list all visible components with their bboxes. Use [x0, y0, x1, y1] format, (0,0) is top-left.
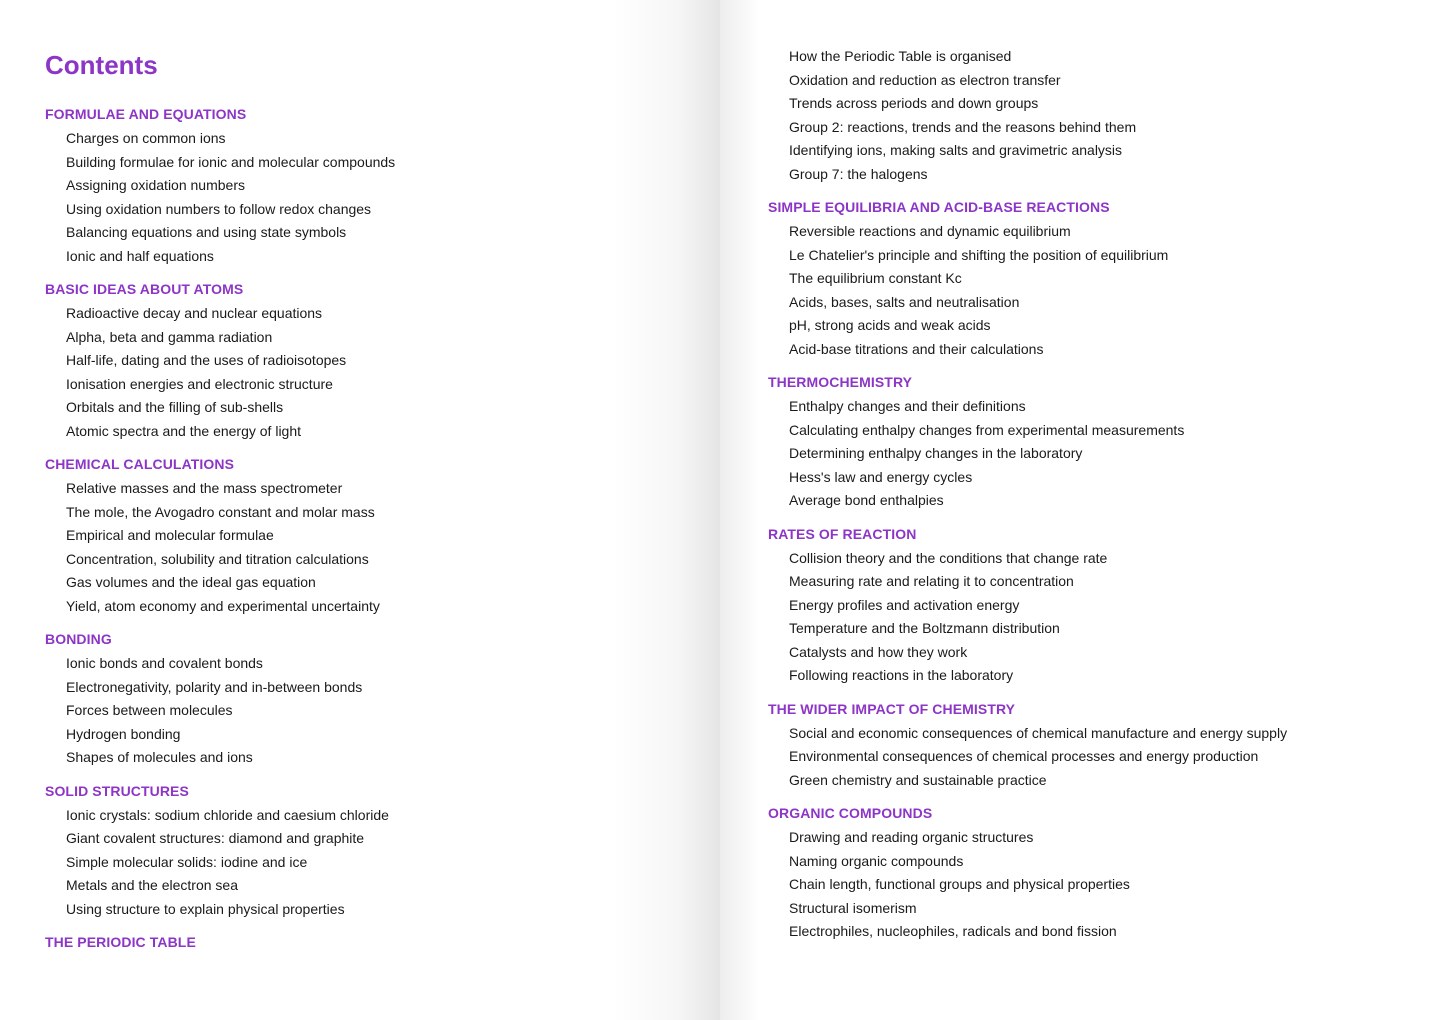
section-organic-compounds: [768, 801, 1287, 953]
section-chemical-calculations: [45, 452, 395, 627]
contents-entry: Alpha, beta and gamma radiation: [66, 328, 273, 345]
section-heading: ORGANIC COMPOUNDS: [768, 805, 933, 821]
contents-entry: Acid-base titrations and their calculations: [789, 340, 1044, 357]
contents-entry: Half-life, dating and the uses of radioisotopes: [66, 352, 347, 368]
contents-entry: Charges on common ions: [66, 130, 226, 146]
section-heading: CHEMICAL CALCULATIONS: [45, 456, 235, 472]
section-heading: BASIC IDEAS ABOUT ATOMS: [45, 281, 244, 297]
contents-entry: Electronegativity, polarity and in-between bonds: [66, 678, 363, 695]
contents-entry: Concentration, solubility and titration calculations: [66, 550, 369, 567]
contents-entry: Energy profiles and activation energy: [789, 596, 1020, 613]
section-heading: THE WIDER IMPACT OF CHEMISTRY: [768, 700, 1016, 717]
contents-entry: Yield, atom economy and experimental uncertainty: [66, 597, 380, 614]
contents-entry: The mole, the Avogadro constant and molar mass: [66, 503, 375, 520]
contents-entry: Green chemistry and sustainable practice: [789, 771, 1047, 788]
section-item-list: [768, 219, 1287, 370]
contents-entry: Orbitals and the filling of sub-shells: [66, 399, 284, 415]
contents-entry: Ionic crystals: sodium chloride and caesium chloride: [66, 806, 389, 823]
section-heading: SIMPLE EQUILIBRIA AND ACID-BASE REACTIONS: [768, 199, 1110, 215]
section-the-wider-impact-of-chemistry: [768, 697, 1287, 802]
contents-entry: Trends across periods and down groups: [789, 95, 1039, 111]
contents-entry: Hess's law and energy cycles: [789, 468, 973, 485]
section-simple-equilibria-and-acid-base-reactions: [768, 195, 1287, 370]
contents-entry: Catalysts and how they work: [789, 643, 968, 660]
section-heading: THE PERIODIC TABLE: [45, 934, 196, 950]
right-column: [768, 45, 1287, 953]
contents-entry: Enthalpy changes and their definitions: [789, 398, 1026, 414]
contents-entry: Radioactive decay and nuclear equations: [66, 305, 323, 321]
section-item-list: [45, 803, 395, 931]
section-item-list: [768, 546, 1287, 697]
contents-entry: Hydrogen bonding: [66, 725, 181, 742]
contents-entry: Drawing and reading organic structures: [789, 829, 1034, 845]
section-heading: THERMOCHEMISTRY: [768, 374, 913, 390]
contents-entry: Giant covalent structures: diamond and graphite: [66, 830, 365, 846]
contents-entry: Forces between molecules: [66, 702, 233, 718]
contents-entry: Ionisation energies and electronic structure: [66, 375, 333, 392]
contents-entry: Structural isomerism: [789, 899, 917, 916]
contents-entry: Le Chatelier's principle and shifting the position of equilibrium: [789, 246, 1169, 263]
contents-entry: Building formulae for ionic and molecular compounds: [66, 153, 396, 170]
section-heading: SOLID STRUCTURES: [45, 782, 189, 799]
section-formulae-and-equations: [45, 102, 395, 277]
contents-entry: Group 2: reactions, trends and the reasons behind them: [789, 118, 1137, 135]
contents-entry: Identifying ions, making salts and gravimetric analysis: [789, 142, 1123, 158]
contents-entry: Determining enthalpy changes in the laboratory: [789, 445, 1083, 461]
page-title: Contents: [45, 50, 158, 80]
contents-entry: Simple molecular solids: iodine and ice: [66, 853, 308, 870]
section-the-periodic-table: [45, 930, 395, 954]
contents-entry: Temperature and the Boltzmann distribution: [789, 620, 1060, 636]
contents-entry: Social and economic consequences of chemical manufacture and energy supply: [789, 724, 1288, 741]
section-rates-of-reaction: [768, 522, 1287, 697]
contents-entry: Measuring rate and relating it to concentration: [789, 573, 1074, 589]
contents-entry: Relative masses and the mass spectrometer: [66, 480, 343, 496]
contents-entry: The equilibrium constant Kc: [789, 270, 962, 286]
section-item-list: [45, 301, 395, 452]
contents-entry: Collision theory and the conditions that change rate: [789, 549, 1108, 566]
contents-entry: Assigning oxidation numbers: [66, 177, 245, 193]
section-item-list: [45, 651, 395, 779]
contents-entry: Environmental consequences of chemical processes and energy production: [789, 748, 1259, 764]
contents-entry: Metals and the electron sea: [66, 877, 238, 893]
section-bonding: [45, 627, 395, 779]
contents-entry: Balancing equations and using state symbols: [66, 224, 347, 240]
contents-entry: Acids, bases, salts and neutralisation: [789, 293, 1020, 310]
contents-entry: Using structure to explain physical properties: [66, 900, 345, 917]
contents-entry: Shapes of molecules and ions: [66, 749, 253, 765]
section-item-list: [768, 394, 1287, 522]
section-heading: FORMULAE AND EQUATIONS: [45, 106, 247, 122]
section-item-list: [45, 126, 395, 277]
section-thermochemistry: [768, 370, 1287, 522]
section-solid-structures: [45, 779, 395, 931]
contents-entry: Chain length, functional groups and physical properties: [789, 876, 1130, 892]
section-item-list: [768, 825, 1287, 953]
section-item-list: [768, 721, 1287, 802]
contents-entry: Atomic spectra and the energy of light: [66, 422, 302, 439]
section-heading: RATES OF REACTION: [768, 525, 917, 542]
contents-entry: Following reactions in the laboratory: [789, 667, 1014, 683]
contents-entry: Ionic and half equations: [66, 247, 214, 264]
section-item-list: [45, 476, 395, 627]
contents-entry: Oxidation and reduction as electron transfer: [789, 71, 1061, 88]
contents-entry: Naming organic compounds: [789, 852, 964, 869]
contents-entry: Calculating enthalpy changes from experimental measurements: [789, 421, 1185, 438]
section-continued: [768, 45, 1287, 195]
contents-entry: Gas volumes and the ideal gas equation: [66, 574, 316, 590]
contents-entry: How the Periodic Table is organised: [789, 48, 1012, 64]
left-column: [45, 102, 395, 954]
contents-entry: Using oxidation numbers to follow redox changes: [66, 200, 372, 217]
contents-entry: pH, strong acids and weak acids: [789, 317, 991, 333]
contents-entry: Electrophiles, nucleophiles, radicals and bond fission: [789, 923, 1117, 939]
contents-entry: Average bond enthalpies: [789, 492, 944, 508]
contents-entry: Reversible reactions and dynamic equilibrium: [789, 223, 1071, 239]
section-item-list: [768, 45, 1287, 195]
section-heading: BONDING: [45, 631, 112, 647]
section-basic-ideas-about-atoms: [45, 277, 395, 452]
contents-entry: Ionic bonds and covalent bonds: [66, 655, 263, 671]
contents-entry: Empirical and molecular formulae: [66, 527, 274, 543]
left-page: [0, 0, 720, 1020]
contents-entry: Group 7: the halogens: [789, 165, 928, 182]
